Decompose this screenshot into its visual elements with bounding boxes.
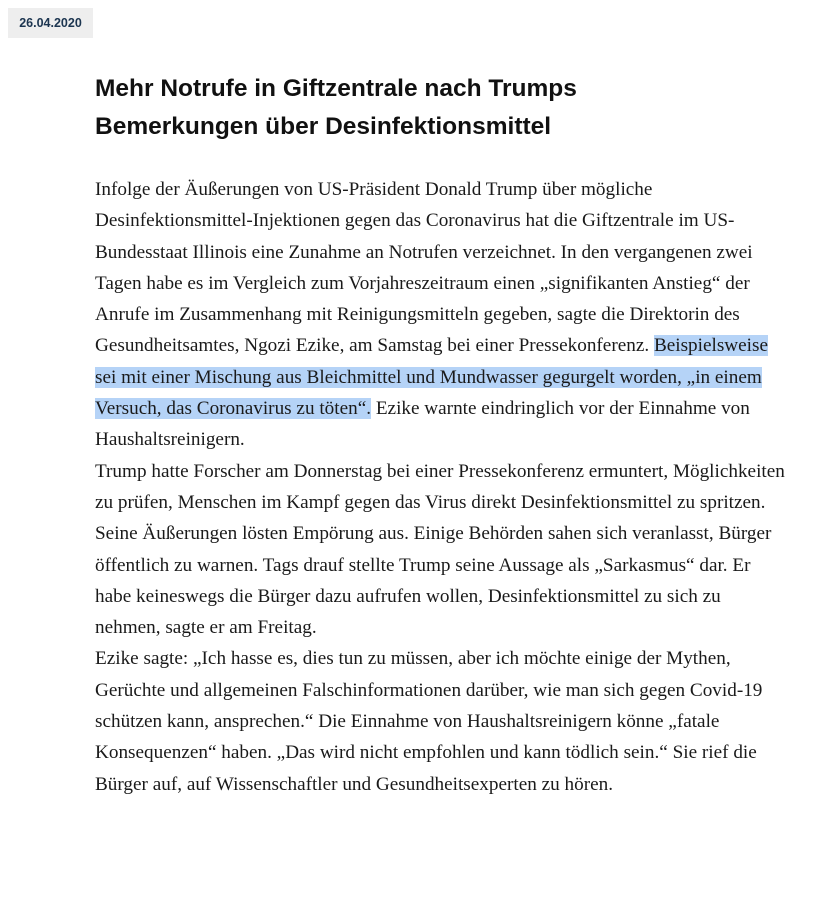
headline [95,70,785,146]
paragraph-1 [95,174,785,456]
date-badge: 26.04.2020 [8,8,93,38]
article-body [95,174,785,800]
headline-line-1: Mehr Notrufe in Giftzentrale nach Trumps [95,75,577,102]
article [95,70,785,800]
paragraph-1-text: Infolge der Äußerungen von US-Präsident Donald Trump über mögliche Desinfektionsmittel-Injektionen gegen das Coronavirus hat die Giftzentrale im US-Bundesstaat Illinois eine Zunahme an Notrufen verzeichnet. In den vergangenen zwei Tagen habe es im Vergleich zum Vorjahreszeitraum einen „signifikanten Anstieg“ der Anrufe im Zusammenhang mit Reinigungsmitteln gegeben, sagte die Direktorin des Gesundheitsamtes, Ngozi Ezike, am Samstag bei einer Pressekonferenz. [95,179,753,357]
paragraph-3: Ezike sagte: „Ich hasse es, dies tun zu müssen, aber ich möchte einige der Mythen, Gerüchte und allgemeinen Falschinformationen darüber, wie man sich gegen Covid-19 schützen kann, ansprechen.“ Die Einnahme von Haushaltsreinigern könne „fatale Konsequenzen“ haben. „Das wird nicht empfohlen und kann tödlich sein.“ Sie rief die Bürger auf, auf Wissenschaftler und Gesundheitsexperten zu hören. [95,648,763,795]
paragraph-1-text-end: Ezike warnte eindringlich vor der Einnahme von Haushaltsreinigern. [95,398,750,451]
selected-text-highlight[interactable]: Beispielsweise sei mit einer Mischung aus Bleichmittel und Mundwasser gegurgelt worden, „in einem Versuch, das Coronavirus zu töten“. [95,335,768,420]
headline-line-2: Bemerkungen über Desinfektionsmittel [95,113,552,140]
paragraph-2: Trump hatte Forscher am Donnerstag bei einer Pressekonferenz ermuntert, Möglichkeiten zu prüfen, Menschen im Kampf gegen das Virus direkt Desinfektionsmittel zu spritzen. Seine Äußerungen lösten Empörung aus. Einige Behörden sahen sich veranlasst, Bürger öffentlich zu warnen. Tags drauf stellte Trump seine Aussage als „Sarkasmus“ dar. Er habe keineswegs die Bürger dazu aufrufen wollen, Desinfektionsmittel zu sich zu nehmen, sagte er am Freitag. [95,460,785,639]
